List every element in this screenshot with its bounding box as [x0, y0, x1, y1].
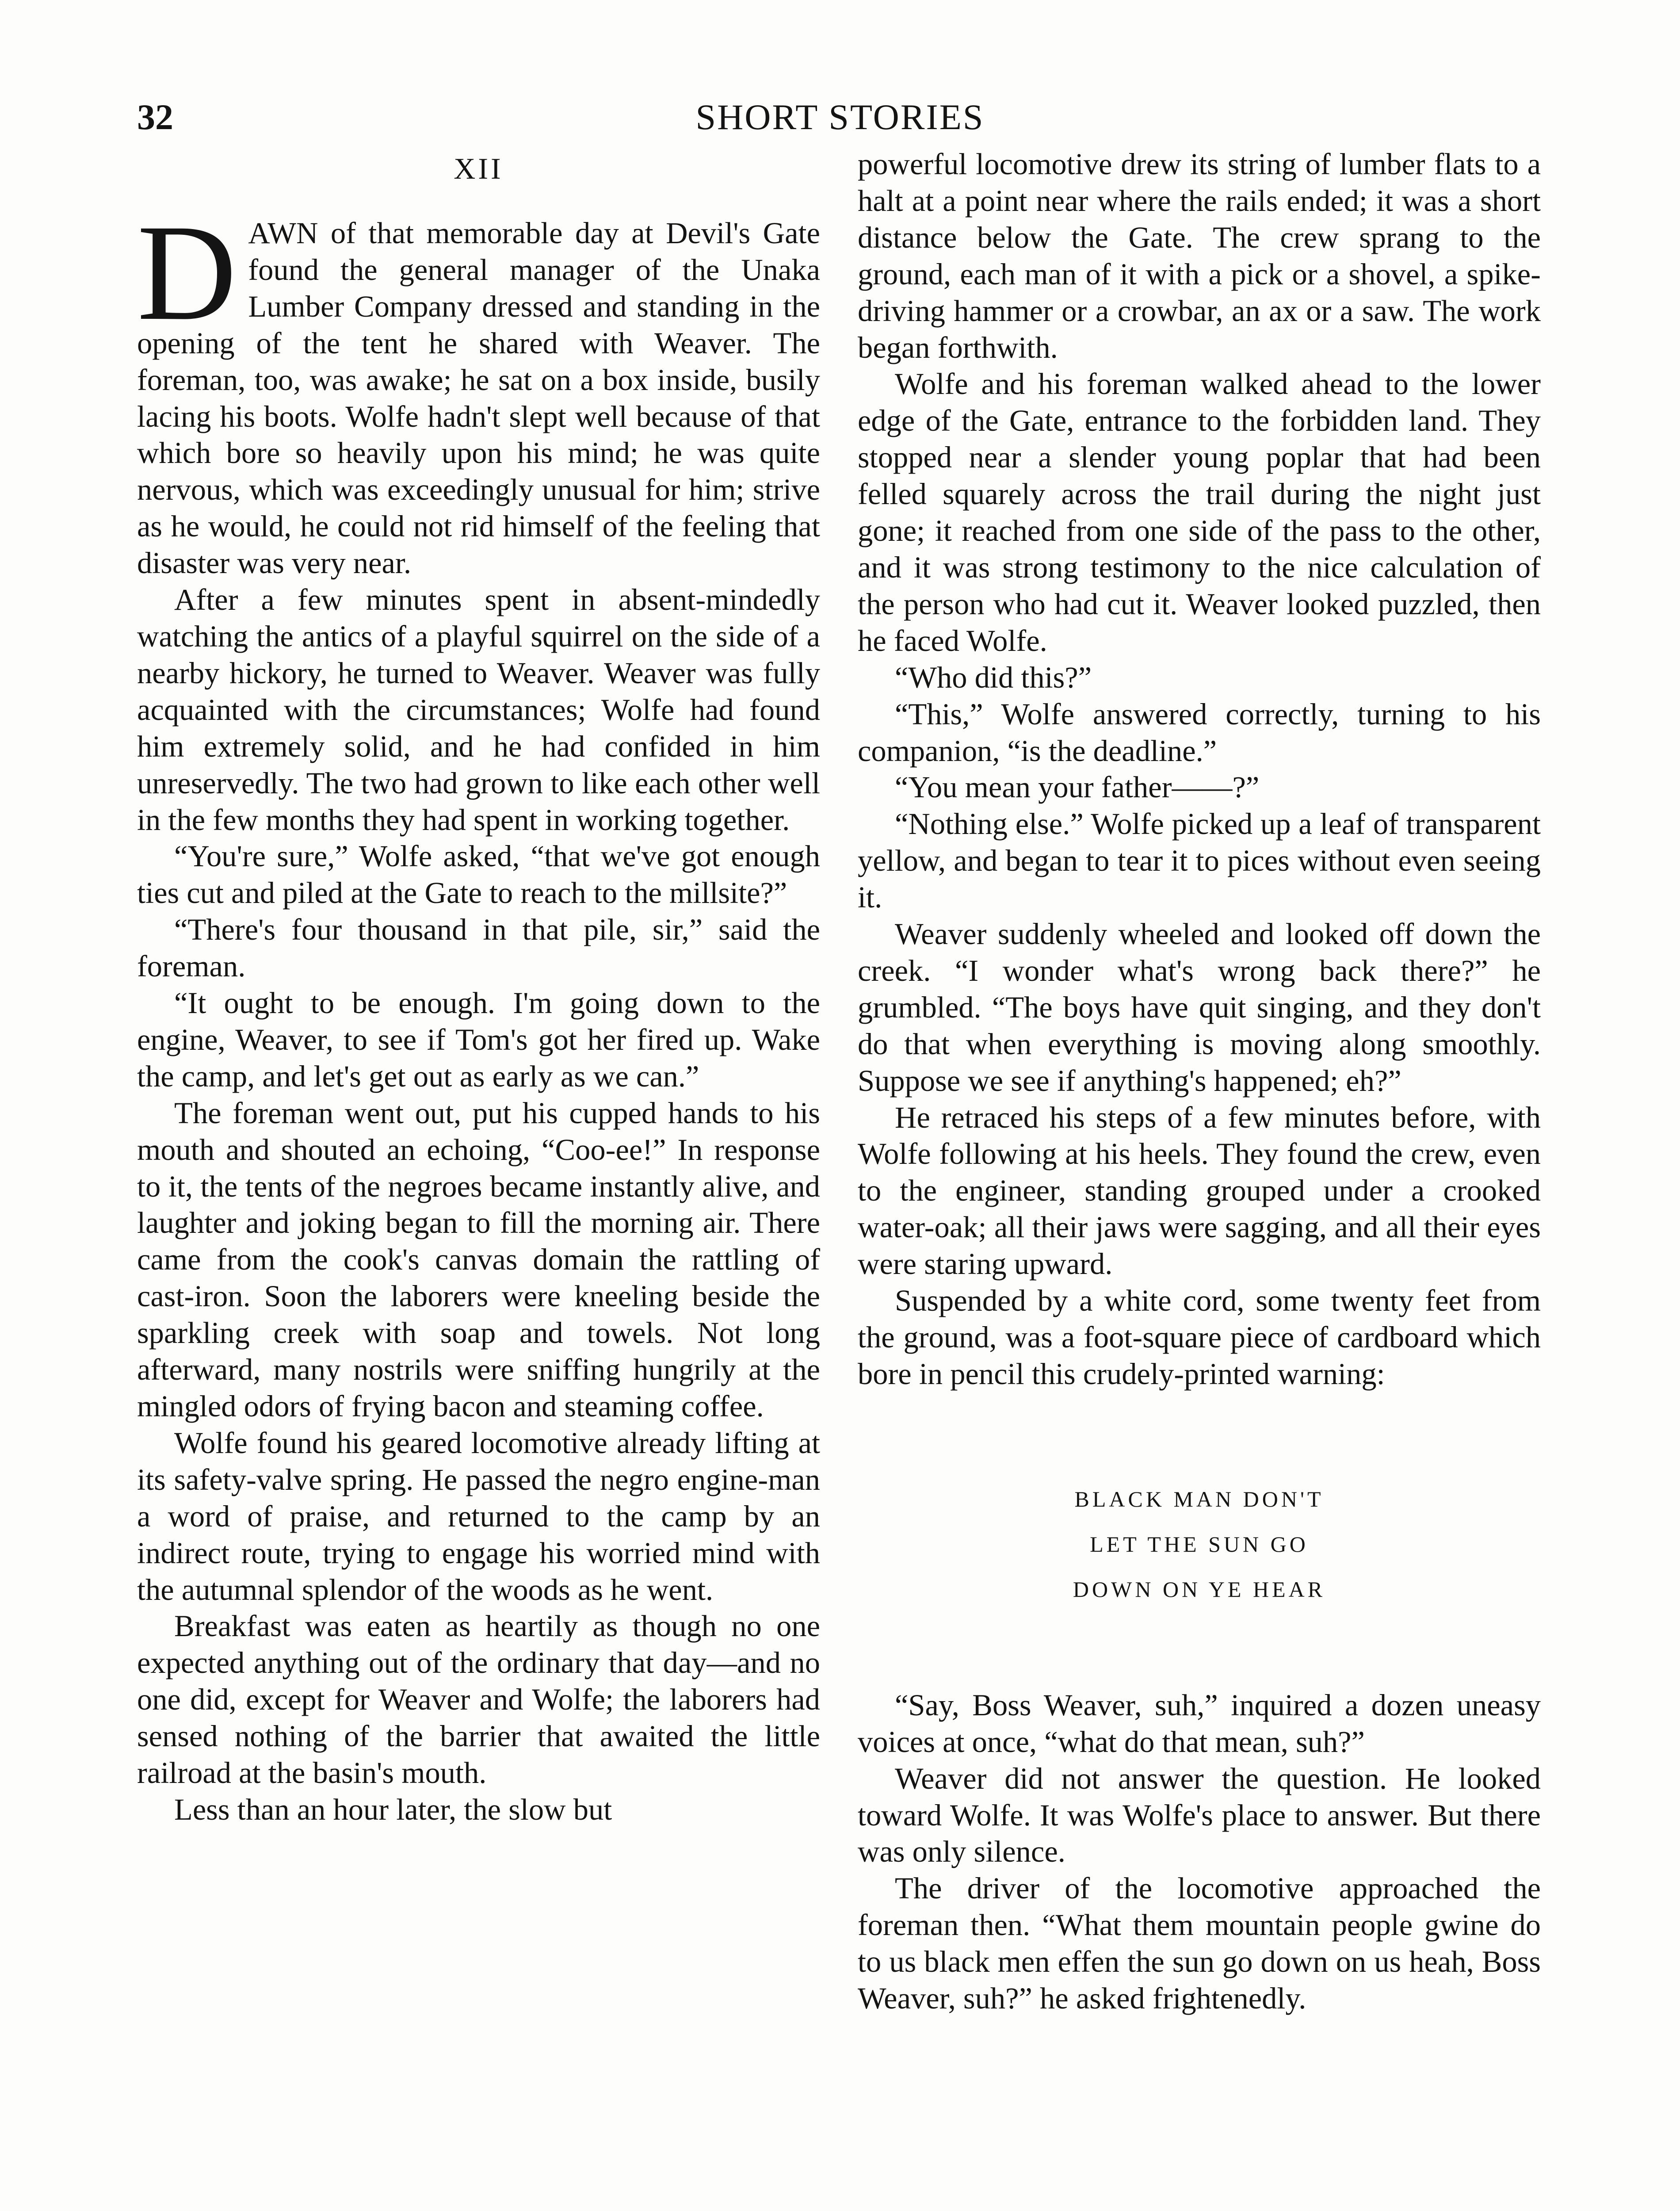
paragraph: “Who did this?”	[895, 660, 1092, 694]
paragraph	[137, 196, 820, 581]
page-header	[0, 96, 1680, 141]
paragraph: Wolfe and his foreman walked ahead to the lower edge of the Gate, entrance to the forbidden land. They stopped near a slender young poplar that had been felled squarely across the trail during the night just gone; it reached from one side of the pass to the other, and it was strong testimony to the nice calculation of the person who had cut it. Weaver looked puzzled, then he faced Wolfe.	[858, 367, 1541, 658]
paragraph-text: AWN of that memorable day at Devil's Gate found the general manager of the Unaka Lumber Company dressed and standing in the opening of the tent he shared with Weaver. The foreman, too, was awake; he sat on a box inside, busily lacing his boots. Wolfe hadn't slept well because of that which bore so heavily upon his mind; he was quite nervous, which was exceedingly unusual for him; strive as he would, he could not rid himself of the feeling that disaster was very near.	[137, 216, 820, 580]
left-column	[137, 146, 820, 1828]
paragraph: Weaver suddenly wheeled and looked off down the creek. “I wonder what's wrong back there?” he grumbled. “The boys have quit singing, and they don't do that when everything is moving along smoothly. Suppose we see if anything's happened; eh?”	[858, 917, 1541, 1098]
paragraph: After a few minutes spent in absent-mindedly watching the antics of a playful squirrel on the side of a nearby hickory, he turned to Weaver. Weaver was fully acquainted with the circumstances; Wolfe had found him extremely solid, and he had confided in him unreservedly. The two had grown to like each other well in the few months they had spent in working together.	[137, 583, 820, 837]
paragraph: The foreman went out, put his cupped hands to his mouth and shouted an echoing, “Coo-ee!” In response to it, the tents of the negroes became instantly alive, and laughter and joking began to fill the morning air. There came from the cook's canvas domain the rattling of cast-iron. Soon the laborers were kneeling beside the sparkling creek with soap and towels. Not long afterward, many nostrils were sniffing hungrily at the mingled odors of frying bacon and steaming coffee.	[137, 1096, 820, 1423]
paragraph: “You mean your father——?”	[895, 770, 1260, 804]
warning-line: LET THE SUN GO	[1090, 1531, 1309, 1557]
paragraph: Breakfast was eaten as heartily as though no one expected anything out of the ordinary that day—and no one did, except for Weaver and Wolfe; the laborers had sensed nothing of the barrier that awaited the little railroad at the basin's mouth.	[137, 1609, 820, 1790]
paragraph: “Nothing else.” Wolfe picked up a leaf of transparent yellow, and began to tear it to pices without even seeing it.	[858, 807, 1541, 914]
paragraph: Weaver did not answer the question. He looked toward Wolfe. It was Wolfe's place to answer. But there was only silence.	[858, 1761, 1541, 1869]
paragraph: “Say, Boss Weaver, suh,” inquired a dozen uneasy voices at once, “what do that mean, suh?”	[858, 1688, 1541, 1759]
running-head: SHORT STORIES	[695, 97, 985, 137]
warning-sign-text	[858, 1477, 1541, 1612]
paragraph: “This,” Wolfe answered correctly, turning to his companion, “is the deadline.”	[858, 697, 1541, 768]
paragraph: powerful locomotive drew its string of lumber flats to a halt at a point near where the rails ended; it was a short distance below the Gate. The crew sprang to the ground, each man of it with a pick or a shovel, a spike-driving hammer or a crowbar, an ax or a saw. The work began forthwith.	[858, 147, 1541, 364]
warning-line: DOWN ON YE HEAR	[1073, 1576, 1326, 1602]
paragraph: “It ought to be enough. I'm going down to the engine, Weaver, to see if Tom's got her fired up. Wake the camp, and let's get out as early as we can.”	[137, 986, 820, 1093]
paragraph: “There's four thousand in that pile, sir,” said the foreman.	[137, 913, 820, 983]
paragraph: The driver of the locomotive approached the foreman then. “What them mountain people gwine do to us black men effen the sun go down on us heah, Boss Weaver, suh?” he asked frightenedly.	[858, 1871, 1541, 2016]
chapter-heading: XII	[454, 152, 504, 185]
paragraph: He retraced his steps of a few minutes before, with Wolfe following at his heels. They found the crew, even to the engineer, standing grouped under a crooked water-oak; all their jaws were sagging, and all their eyes were staring upward.	[858, 1100, 1541, 1281]
paragraph: “You're sure,” Wolfe asked, “that we've got enough ties cut and piled at the Gate to reach to the millsite?”	[137, 839, 820, 910]
warning-line: BLACK MAN DON'T	[1074, 1486, 1324, 1511]
paragraph: Wolfe found his geared locomotive already lifting at its safety-valve spring. He passed the negro engine-man a word of praise, and returned to the camp by an indirect route, trying to engage his worried mind with the autumnal splendor of the woods as he went.	[137, 1426, 820, 1607]
paragraph: Less than an hour later, the slow but	[174, 1792, 612, 1826]
right-column	[858, 146, 1541, 2017]
page-number: 32	[137, 97, 173, 137]
paragraph: Suspended by a white cord, some twenty feet from the ground, was a foot-square piece of cardboard which bore in pencil this crudely-printed warning:	[858, 1284, 1541, 1391]
drop-cap: D	[137, 196, 237, 349]
